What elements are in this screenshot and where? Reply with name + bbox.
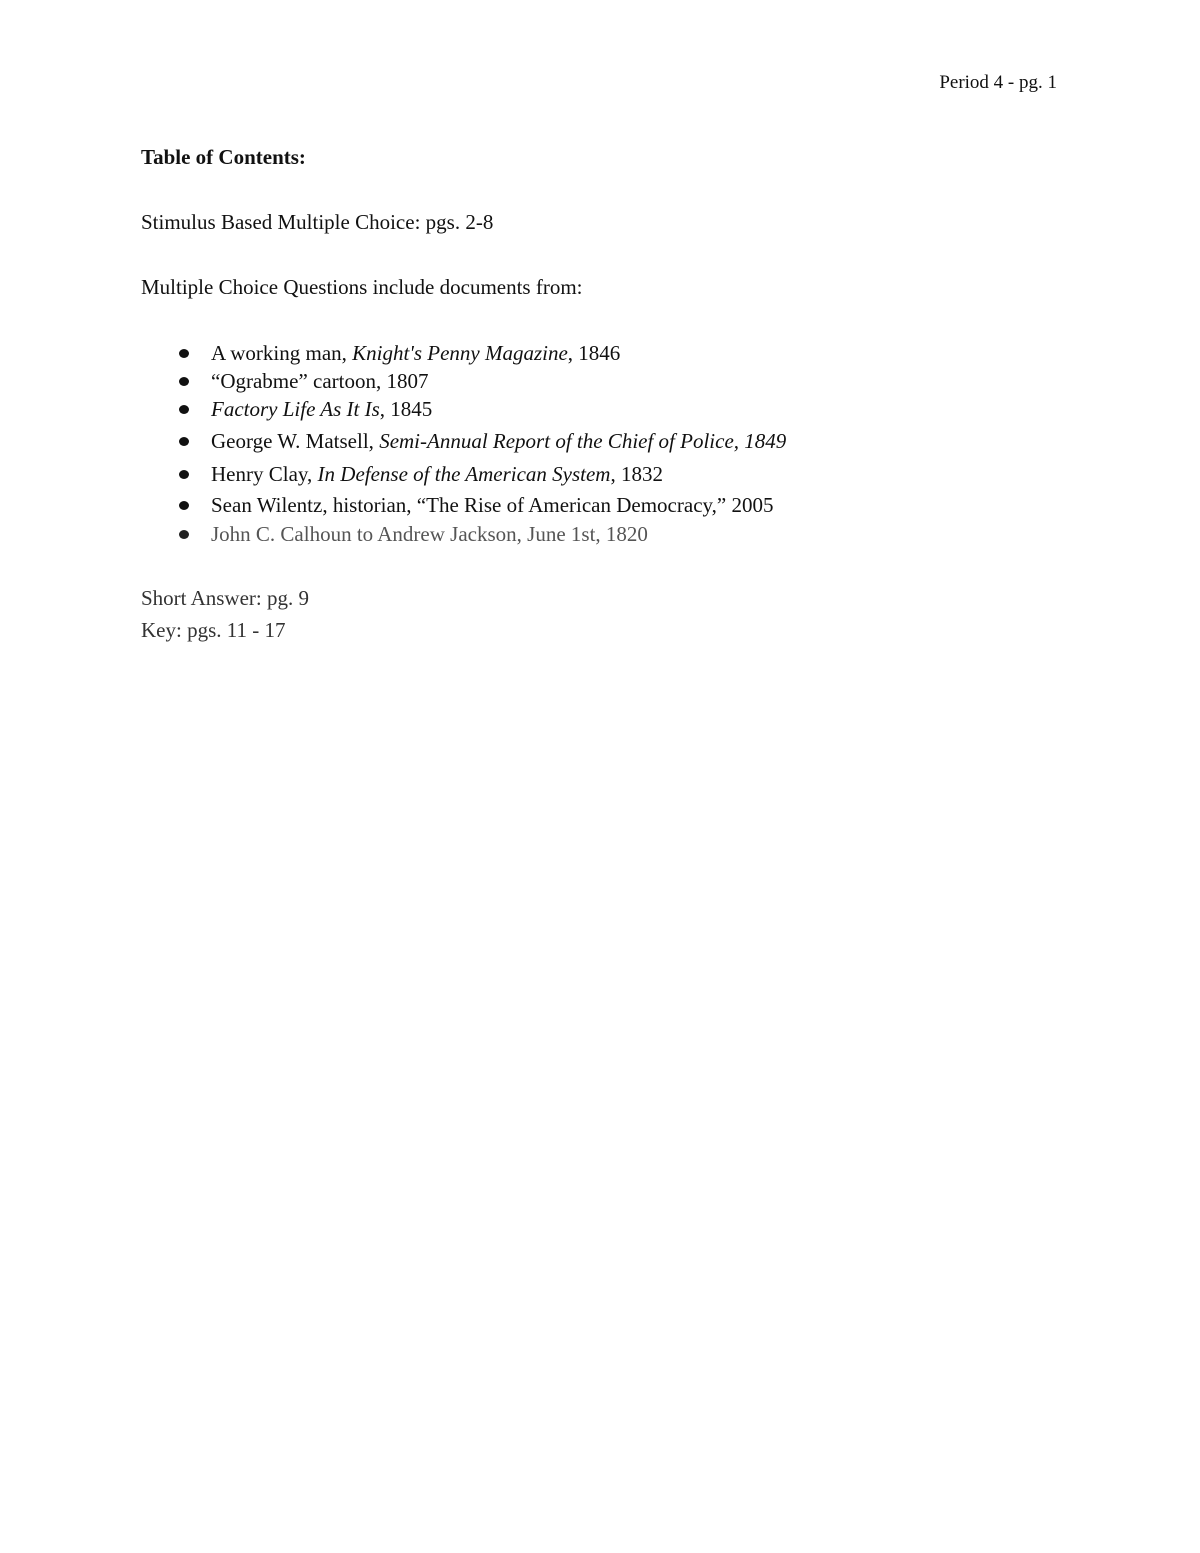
document-source-list — [141, 339, 1061, 548]
page-number-header: Period 4 - pg. 1 — [939, 72, 1057, 93]
bullet-icon — [179, 470, 189, 479]
bullet-icon — [179, 377, 189, 386]
short-answer-line: Short Answer: pg. 9 — [141, 586, 309, 610]
stimulus-mc-line: Stimulus Based Multiple Choice: pgs. 2-8 — [141, 210, 494, 234]
document-body — [141, 143, 1061, 646]
list-item: Henry Clay, In Defense of the American System, 1832 — [141, 458, 1061, 490]
key-line: Key: pgs. 11 - 17 — [141, 618, 286, 642]
bullet-icon — [179, 349, 189, 358]
list-item: A working man, Knight's Penny Magazine, 1846 — [141, 339, 1061, 367]
list-item: Sean Wilentz, historian, “The Rise of American Democracy,” 2005 — [141, 490, 1061, 520]
toc-title: Table of Contents: — [141, 145, 306, 169]
bullet-icon — [179, 437, 189, 446]
list-item: John C. Calhoun to Andrew Jackson, June 1st, 1820 — [141, 520, 1061, 548]
list-item: “Ograbme” cartoon, 1807 — [141, 367, 1061, 395]
bullet-icon — [179, 530, 189, 539]
bullet-icon — [179, 501, 189, 510]
list-item: George W. Matsell, Semi-Annual Report of the Chief of Police, 1849 — [141, 425, 1061, 457]
mc-intro-line: Multiple Choice Questions include documents from: — [141, 275, 583, 299]
bullet-icon — [179, 405, 189, 414]
list-item: Factory Life As It Is, 1845 — [141, 395, 1061, 423]
